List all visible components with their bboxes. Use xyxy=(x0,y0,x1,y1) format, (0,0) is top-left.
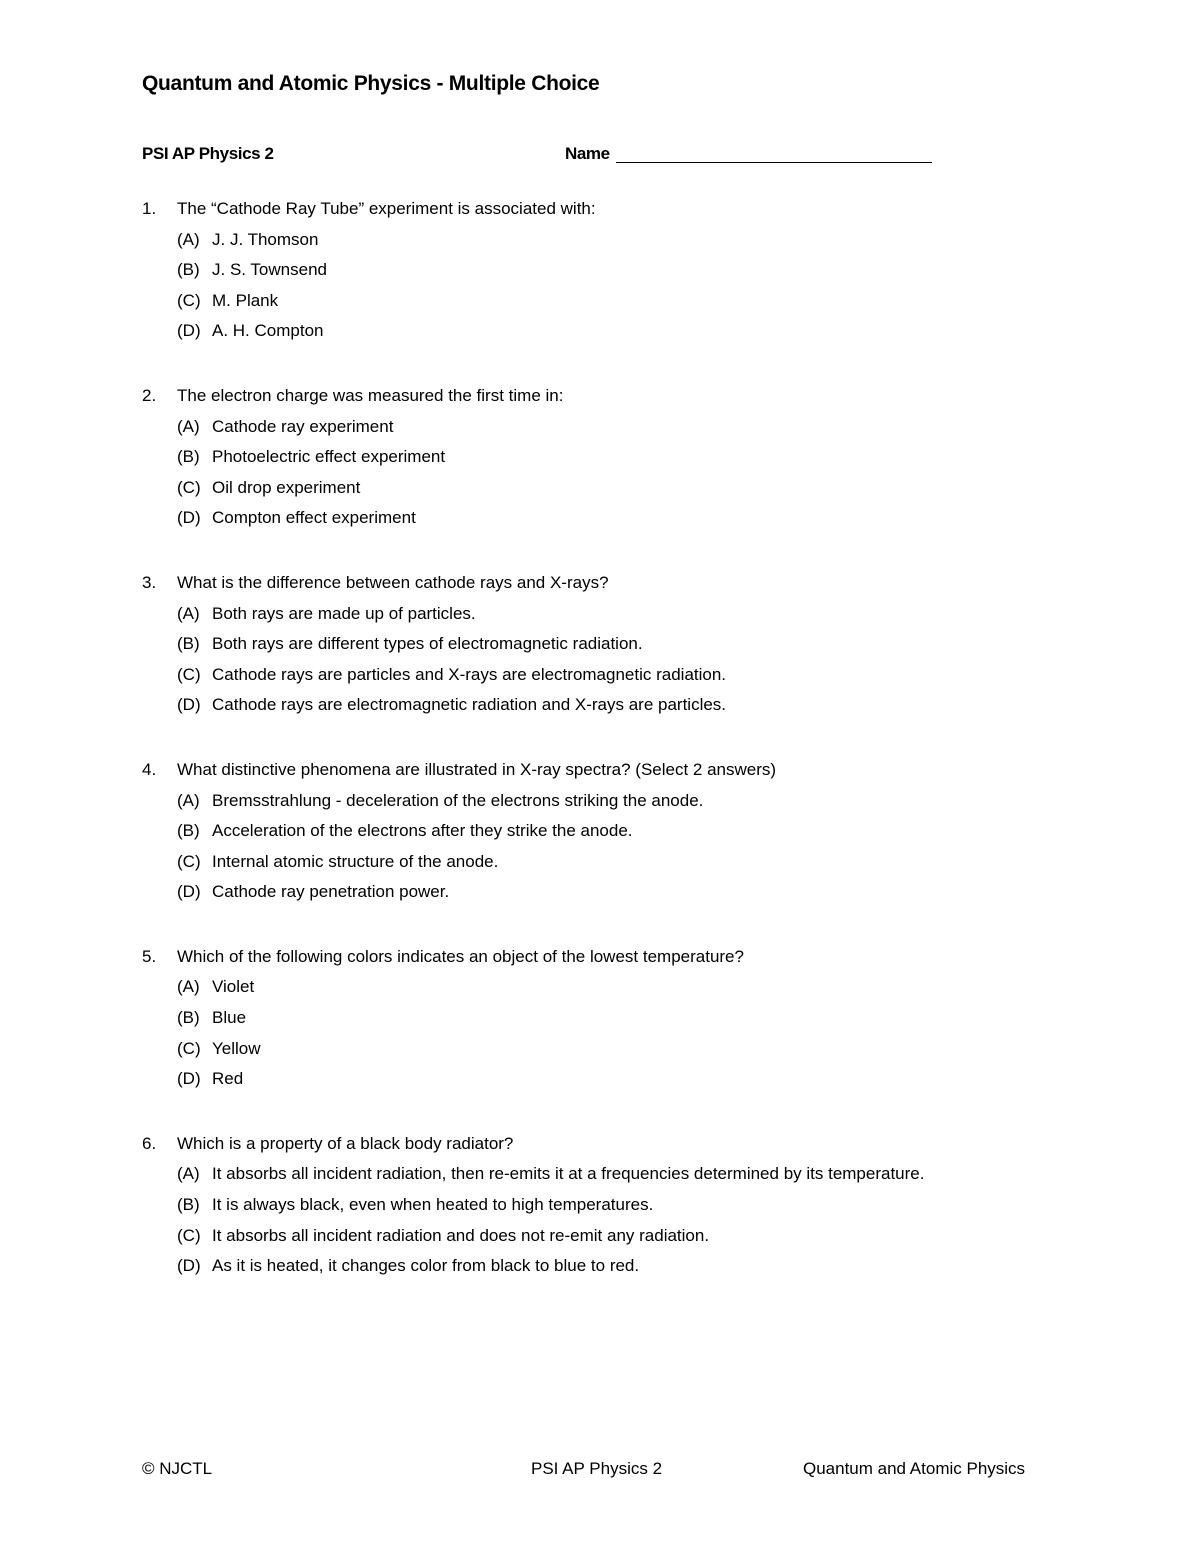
choice-letter: (D) xyxy=(177,695,201,715)
question-1 xyxy=(142,194,1102,347)
choice-d xyxy=(142,1251,1102,1282)
choice-letter: (B) xyxy=(177,260,200,280)
choice-text: J. S. Townsend xyxy=(212,260,327,280)
choice-b xyxy=(142,629,1102,660)
choice-letter: (A) xyxy=(177,1164,200,1184)
choice-letter: (A) xyxy=(177,790,200,810)
choice-text: J. J. Thomson xyxy=(212,229,319,249)
question-list xyxy=(142,194,1102,1316)
choice-letter: (A) xyxy=(177,229,200,249)
question-3 xyxy=(142,568,1102,721)
question-text: The “Cathode Ray Tube” experiment is associated with: xyxy=(177,199,596,218)
choice-b xyxy=(142,816,1102,847)
choice-text: It is always black, even when heated to high temperatures. xyxy=(212,1195,654,1215)
choice-text: Violet xyxy=(212,977,255,997)
choice-a xyxy=(142,225,1102,256)
choice-letter: (D) xyxy=(177,508,201,528)
choice-c xyxy=(142,1221,1102,1252)
choice-text: Oil drop experiment xyxy=(212,477,361,497)
question-number: 4. xyxy=(142,759,157,779)
choice-letter: (A) xyxy=(177,416,200,436)
choice-letter: (D) xyxy=(177,1256,201,1276)
choice-a xyxy=(142,1159,1102,1190)
choice-c xyxy=(142,473,1102,504)
question-number: 1. xyxy=(142,199,157,218)
choice-text: Acceleration of the electrons after they strike the anode. xyxy=(212,821,633,841)
choice-a xyxy=(142,599,1102,630)
page-title: Quantum and Atomic Physics - Multiple Choice xyxy=(142,72,600,95)
choice-d xyxy=(142,690,1102,721)
choice-letter: (C) xyxy=(177,477,201,497)
choice-text: Both rays are different types of electromagnetic radiation. xyxy=(212,634,643,654)
footer-unit: Quantum and Atomic Physics xyxy=(803,1459,1026,1478)
choice-letter: (D) xyxy=(177,1069,201,1089)
choice-text: M. Plank xyxy=(212,290,279,310)
choice-text: Both rays are made up of particles. xyxy=(212,603,476,623)
choice-b xyxy=(142,255,1102,286)
page-footer xyxy=(0,1459,1200,1483)
question-text: Which is a property of a black body radiator? xyxy=(177,1133,514,1153)
choice-d xyxy=(142,1064,1102,1095)
choice-c xyxy=(142,660,1102,691)
choice-d xyxy=(142,877,1102,908)
choice-a xyxy=(142,972,1102,1003)
choice-letter: (A) xyxy=(177,977,200,997)
choice-c xyxy=(142,1034,1102,1065)
name-blank-line xyxy=(616,162,932,163)
choice-text: Yellow xyxy=(212,1038,261,1058)
choice-letter: (C) xyxy=(177,1225,201,1245)
choice-text: As it is heated, it changes color from black to blue to red. xyxy=(212,1256,640,1276)
question-number: 5. xyxy=(142,946,157,966)
course-label: PSI AP Physics 2 xyxy=(142,144,274,163)
question-number: 3. xyxy=(142,572,157,592)
choice-c xyxy=(142,847,1102,878)
choice-text: Cathode ray penetration power. xyxy=(212,882,450,902)
choice-c xyxy=(142,286,1102,317)
worksheet-header xyxy=(142,144,942,168)
choice-a xyxy=(142,786,1102,817)
choice-text: Photoelectric effect experiment xyxy=(212,447,446,467)
question-5 xyxy=(142,942,1102,1095)
choice-text: Internal atomic structure of the anode. xyxy=(212,851,499,871)
choice-letter: (C) xyxy=(177,290,201,310)
choice-text: Cathode ray experiment xyxy=(212,416,394,436)
question-text: Which of the following colors indicates an object of the lowest temperature? xyxy=(177,946,744,966)
choice-letter: (B) xyxy=(177,1195,200,1215)
choice-letter: (A) xyxy=(177,603,200,623)
question-4 xyxy=(142,755,1102,908)
choice-d xyxy=(142,316,1102,347)
question-number: 2. xyxy=(142,385,157,405)
question-text: What distinctive phenomena are illustrated in X-ray spectra? (Select 2 answers) xyxy=(177,759,777,779)
question-6 xyxy=(142,1129,1102,1282)
choice-letter: (D) xyxy=(177,882,201,902)
footer-copyright: © NJCTL xyxy=(142,1459,213,1478)
name-label: Name xyxy=(565,144,610,163)
choice-a xyxy=(142,412,1102,443)
choice-letter: (C) xyxy=(177,1038,201,1058)
choice-text: A. H. Compton xyxy=(212,321,324,341)
choice-text: Blue xyxy=(212,1008,247,1028)
choice-text: Compton effect experiment xyxy=(212,508,416,528)
choice-letter: (B) xyxy=(177,634,200,654)
choice-letter: (B) xyxy=(177,821,200,841)
footer-course: PSI AP Physics 2 xyxy=(531,1459,663,1478)
choice-text: Cathode rays are electromagnetic radiation and X-rays are particles. xyxy=(212,695,727,715)
choice-b xyxy=(142,442,1102,473)
choice-text: It absorbs all incident radiation and does not re-emit any radiation. xyxy=(212,1225,710,1245)
choice-text: Cathode rays are particles and X-rays are electromagnetic radiation. xyxy=(212,664,727,684)
question-2 xyxy=(142,381,1102,534)
choice-b xyxy=(142,1003,1102,1034)
choice-letter: (C) xyxy=(177,851,201,871)
choice-letter: (D) xyxy=(177,321,201,341)
question-text: The electron charge was measured the first time in: xyxy=(177,385,564,405)
choice-text: It absorbs all incident radiation, then re-emits it at a frequencies determined by its temperature. xyxy=(212,1164,925,1184)
choice-text: Red xyxy=(212,1069,244,1089)
question-text: What is the difference between cathode rays and X-rays? xyxy=(177,572,609,592)
choice-b xyxy=(142,1190,1102,1221)
choice-letter: (B) xyxy=(177,447,200,467)
choice-text: Bremsstrahlung - deceleration of the electrons striking the anode. xyxy=(212,790,704,810)
choice-d xyxy=(142,503,1102,534)
choice-letter: (C) xyxy=(177,664,201,684)
choice-letter: (B) xyxy=(177,1008,200,1028)
question-number: 6. xyxy=(142,1133,157,1153)
